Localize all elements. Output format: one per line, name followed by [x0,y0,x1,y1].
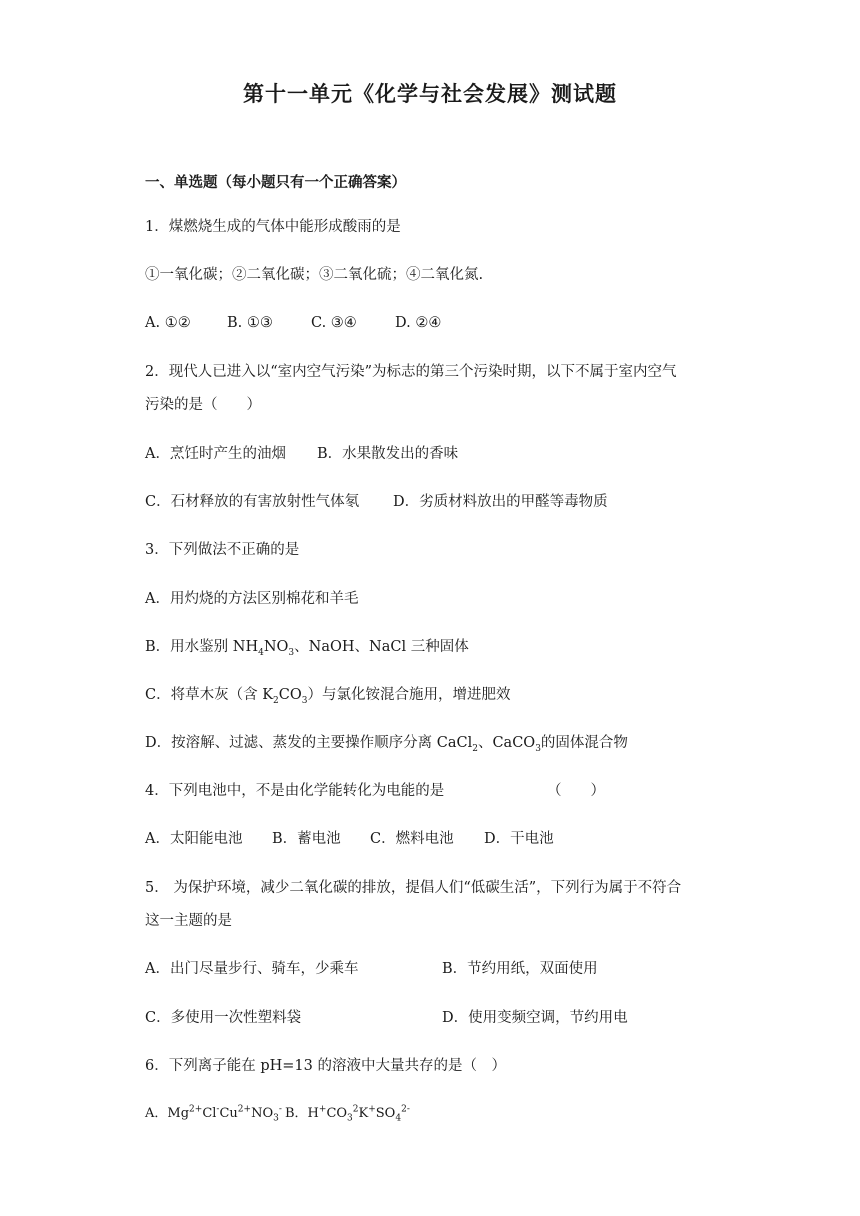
q6-option-a-label: A．Mg [145,1106,190,1121]
q3-option-c-pre: C．将草木灰（含 K [145,687,274,703]
q4-options [145,829,554,849]
q3-option-c-mid: CO [278,687,302,703]
q6-option-a [145,1104,285,1124]
page-title: 第十一单元《化学与社会发展》测试题 [243,81,617,106]
q1-options [145,313,441,333]
q4-stem-row [145,781,605,801]
q6-option-b-t4: SO [375,1106,396,1121]
q6-option-a-t3: Cu [219,1106,238,1121]
q4-option-d: D．干电池 [484,831,554,847]
q1-option-a: A. ①② [145,315,191,331]
q5-option-c: C．多使用一次性塑料袋 [145,1010,302,1026]
q3-option-c [145,685,511,705]
q6-option-a-sup4: - [278,1104,282,1115]
q4-answer-paren: （ ） [547,783,605,799]
q6-option-a-t4: NO [251,1106,274,1121]
q3-option-d-mid: 、CaCO [477,735,536,751]
q1-option-b: B. ①③ [227,315,273,331]
q1-items: ①一氧化碳；②二氧化碳；③二氧化硫；④二氧化氮. [145,267,484,283]
q2-option-b: B．水果散发出的香味 [317,446,459,462]
q3-option-b-sub2: 3 [288,647,295,658]
q3-option-d-sub1: 2 [472,743,478,754]
q2-stem-line1: 2．现代人已进入以“室内空气污染”为标志的第三个污染时期，以下不属于室内空气 [145,364,677,380]
q3-option-d [145,733,628,753]
q6-option-b-sub4: 4 [395,1113,402,1124]
q5-stem-line1: 5． 为保护环境，减少二氧化碳的排放，提倡人们“低碳生活”，下列行为属于不符合 [145,880,682,896]
q3-option-c-sub2: 3 [301,695,308,706]
q5-option-b: B．节约用纸，双面使用 [442,961,598,977]
q2-stem-line2: 污染的是（ ） [145,397,261,413]
q3-option-b-pre: B．用水鉴别 NH [145,639,259,655]
q6-option-b-sub2: 3 [347,1113,353,1124]
q6-option-b-t2: CO [326,1106,348,1121]
q4-option-c: C．燃料电池 [370,831,454,847]
q5-options-row1 [145,959,598,979]
q2-option-d: D．劣质材料放出的甲醛等毒物质 [393,494,608,510]
q4-stem: 4．下列电池中，不是由化学能转化为电能的是 [145,783,445,799]
q3-option-b-post: 、NaOH、NaCl 三种固体 [294,639,469,655]
q6-option-b-sup1: + [318,1104,327,1115]
q6-option-b-sup2: 2 [352,1104,359,1115]
q6-option-a-t2: Cl [202,1106,217,1121]
q6-option-b-t3: K [358,1106,369,1121]
q6-stem: 6．下列离子能在 pH=13 的溶液中大量共存的是（ ） [145,1058,506,1074]
q4-option-a: A．太阳能电池 [145,831,243,847]
q2-option-c: C．石材释放的有害放射性气体氡 [145,494,360,510]
q3-stem: 3．下列做法不正确的是 [145,542,300,558]
q6-option-b [285,1104,410,1124]
q2-option-a: A．烹饪时产生的油烟 [145,446,286,462]
q6-option-b-sup3: + [368,1104,376,1115]
q3-option-d-post: 的固体混合物 [540,735,628,751]
q2-options-row1 [145,444,458,464]
q6-option-b-label: B．H [285,1106,319,1121]
q3-option-d-pre: D．按溶解、过滤、蒸发的主要操作顺序分离 CaCl [145,735,473,751]
q2-options-row2 [145,492,608,512]
q1-stem: 1．煤燃烧生成的气体中能形成酸雨的是 [145,219,401,235]
q1-option-d: D. ②④ [395,315,442,331]
q6-option-a-sup1: 2+ [189,1104,203,1115]
q5-stem-line2: 这一主题的是 [145,913,232,929]
q6-option-a-sup3: 2+ [237,1104,252,1115]
q6-options [145,1104,410,1124]
q3-option-c-sub1: 2 [273,695,279,706]
q1-option-c: C. ③④ [311,315,357,331]
q5-option-d: D．使用变频空调，节约用电 [442,1010,628,1026]
q3-option-b [145,637,469,657]
q6-option-a-sub4: 3 [273,1113,279,1124]
q3-option-d-sub2: 3 [535,743,541,754]
q6-option-b-sup4: 2- [401,1104,410,1115]
q5-options-row2 [145,1008,628,1028]
q6-option-a-sup2: - [216,1104,220,1115]
section-heading: 一、单选题（每小题只有一个正确答案） [145,174,406,191]
q5-option-a: A．出门尽量步行、骑车，少乘车 [145,961,359,977]
q3-option-c-post: ）与氯化铵混合施用，增进肥效 [307,687,511,703]
q4-option-b: B．蓄电池 [272,831,341,847]
q3-option-b-sub1: 4 [258,647,264,658]
q3-option-b-mid: NO [263,639,289,655]
q3-option-a: A．用灼烧的方法区别棉花和羊毛 [145,591,359,607]
